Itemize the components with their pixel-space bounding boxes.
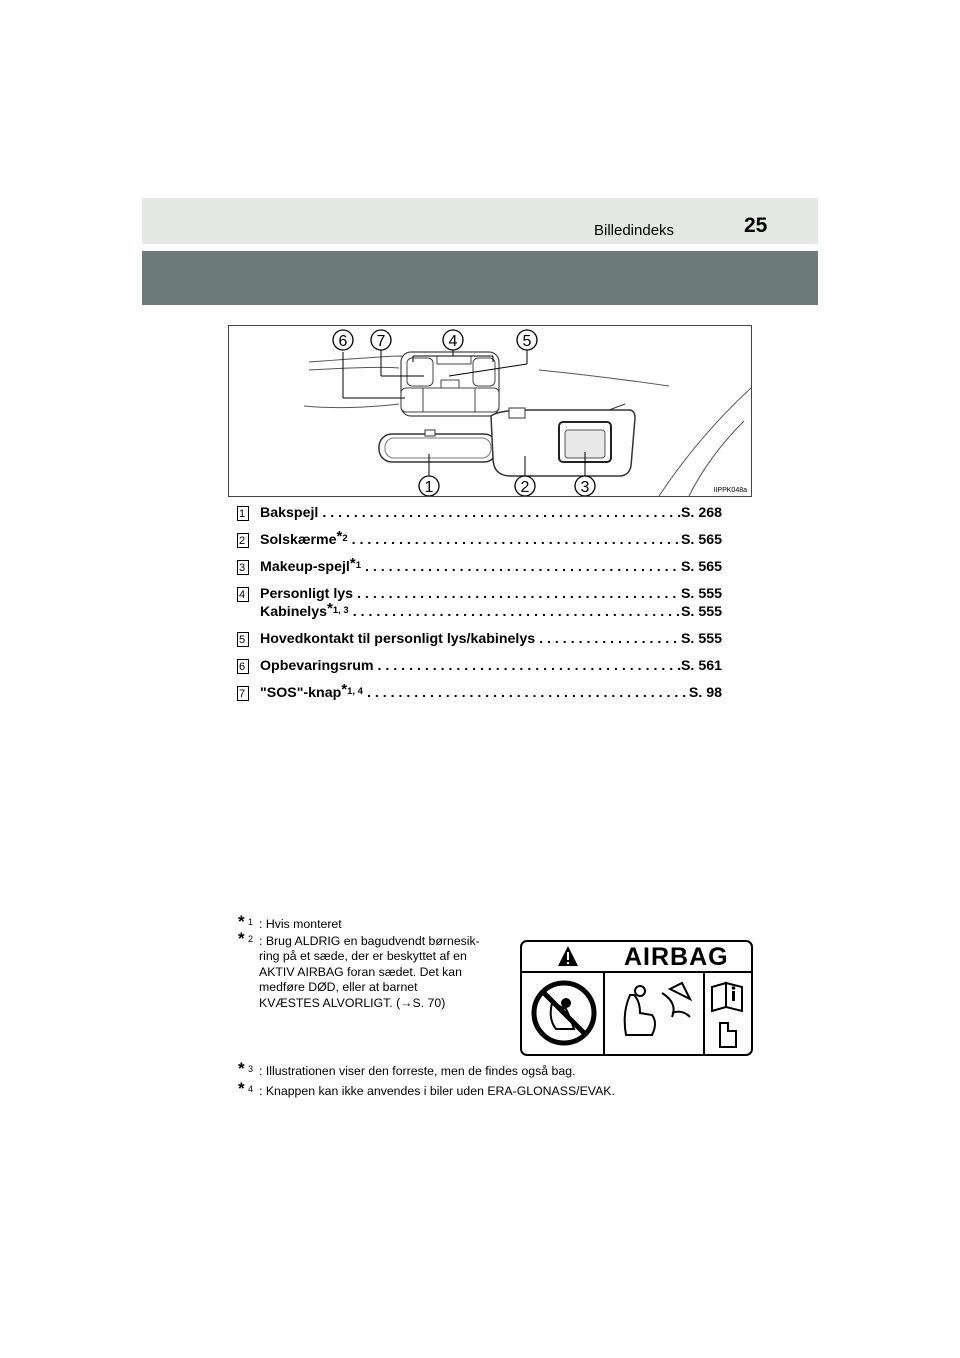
footnote-3: * 3 : Illustrationen viser den forreste, men de findes også bag. — [238, 1059, 576, 1078]
entry-page-ref[interactable]: S. 268 — [680, 505, 722, 521]
entry-page-ref[interactable]: S. 98 — [688, 685, 722, 701]
entry-label: Makeup-spejl$^{*1}$ — [260, 555, 362, 575]
entry-label: Kabinelys$^{*1, 3}$ — [260, 600, 349, 620]
item-number: 5 — [236, 632, 248, 646]
callout-3 — [575, 476, 595, 496]
callout-7 — [371, 330, 391, 350]
index-entry[interactable] — [260, 600, 722, 623]
list-item — [236, 528, 722, 558]
callout-2 — [515, 476, 535, 496]
airbag-word: AIRBAG — [624, 943, 729, 971]
entry-label: Bakspejl — [260, 505, 319, 521]
dot-leader — [535, 630, 681, 648]
read-manual-icon — [712, 983, 742, 1047]
no-rear-facing-child-seat-icon — [534, 983, 594, 1043]
item-number: 7 — [236, 686, 248, 700]
list-item — [236, 585, 722, 630]
dot-leader — [363, 684, 689, 702]
svg-text:1: 1 — [424, 479, 434, 496]
section-title: Billedindeks — [594, 222, 675, 239]
entry-page-ref[interactable]: S. 555 — [680, 586, 722, 602]
svg-text:7: 7 — [376, 333, 386, 350]
svg-text:2: 2 — [520, 479, 530, 496]
item-number: 6 — [236, 659, 248, 673]
svg-text:4: 4 — [448, 333, 458, 350]
figure-code: IIPPK048a — [713, 487, 747, 494]
footnote-4: * 4 : Knappen kan ikke anvendes i biler uden ERA-GLONASS/EVAK. — [238, 1079, 615, 1098]
list-item — [236, 681, 722, 711]
dot-leader — [349, 603, 681, 621]
entry-label: Hovedkontakt til personligt lys/kabinelys — [260, 631, 536, 647]
entry-page-ref[interactable]: S. 561 — [680, 658, 722, 674]
entry-label: "SOS"-knap$^{*1, 4}$ — [260, 681, 363, 701]
item-list — [236, 504, 722, 711]
entry-label: Solskærme$^{*2}$ — [260, 528, 348, 548]
callout-4 — [443, 330, 463, 350]
footnote-ref: 2 — [342, 533, 348, 544]
index-entry[interactable] — [260, 528, 722, 551]
header-banner — [142, 251, 818, 305]
dot-leader — [318, 504, 681, 522]
item-number: 4 — [236, 587, 248, 601]
footnote-ref: 1, 3 — [332, 605, 349, 616]
list-item — [236, 555, 722, 585]
footnote-ref: 1 — [355, 560, 362, 571]
airbag-warning-label — [520, 940, 753, 1056]
index-entry[interactable] — [260, 555, 722, 578]
header-band — [142, 198, 818, 244]
index-entry[interactable] — [260, 657, 722, 675]
callout-1 — [419, 476, 439, 496]
seat-airbag-icon — [625, 983, 690, 1035]
dot-leader — [374, 657, 681, 675]
entry-label: Opbevaringsrum — [260, 658, 374, 674]
footnote-ref: 1, 4 — [347, 686, 363, 697]
index-entry[interactable] — [260, 504, 722, 522]
item-number: 2 — [236, 533, 248, 547]
dot-leader — [361, 558, 681, 576]
entry-page-ref[interactable]: S. 555 — [680, 631, 722, 647]
page-number: 25 — [744, 214, 768, 237]
index-entry[interactable] — [260, 630, 722, 648]
callout-6 — [333, 330, 353, 350]
dot-leader — [353, 585, 681, 603]
item-number: 3 — [236, 560, 248, 574]
svg-text:6: 6 — [338, 333, 348, 350]
dot-leader — [348, 531, 681, 549]
interior-illustration — [228, 325, 752, 497]
entry-page-ref[interactable]: S. 555 — [680, 604, 722, 620]
list-item — [236, 630, 722, 657]
svg-text:5: 5 — [522, 333, 532, 350]
entry-page-ref[interactable]: S. 565 — [680, 532, 722, 548]
index-entry[interactable] — [260, 681, 722, 704]
list-item — [236, 504, 722, 531]
footnote-1: * 1 : Hvis monteret — [238, 912, 342, 931]
svg-text:3: 3 — [580, 479, 590, 496]
entry-label: Personligt lys — [260, 586, 354, 602]
entry-page-ref[interactable]: S. 565 — [680, 559, 722, 575]
warning-triangle-icon — [556, 942, 596, 971]
list-item — [236, 657, 722, 684]
item-number: 1 — [236, 506, 248, 520]
footnote-2: * 2 : Brug ALDRIG en bagudvendt børnesik- ring på et sæde, der er beskyttet af en AKTIV AIRBAG foran sædet. Det kan medføre DØD, eller at barnet KVÆSTES ALVORLIGT. (→S. 70) — [238, 929, 480, 1010]
callout-5 — [517, 330, 537, 350]
